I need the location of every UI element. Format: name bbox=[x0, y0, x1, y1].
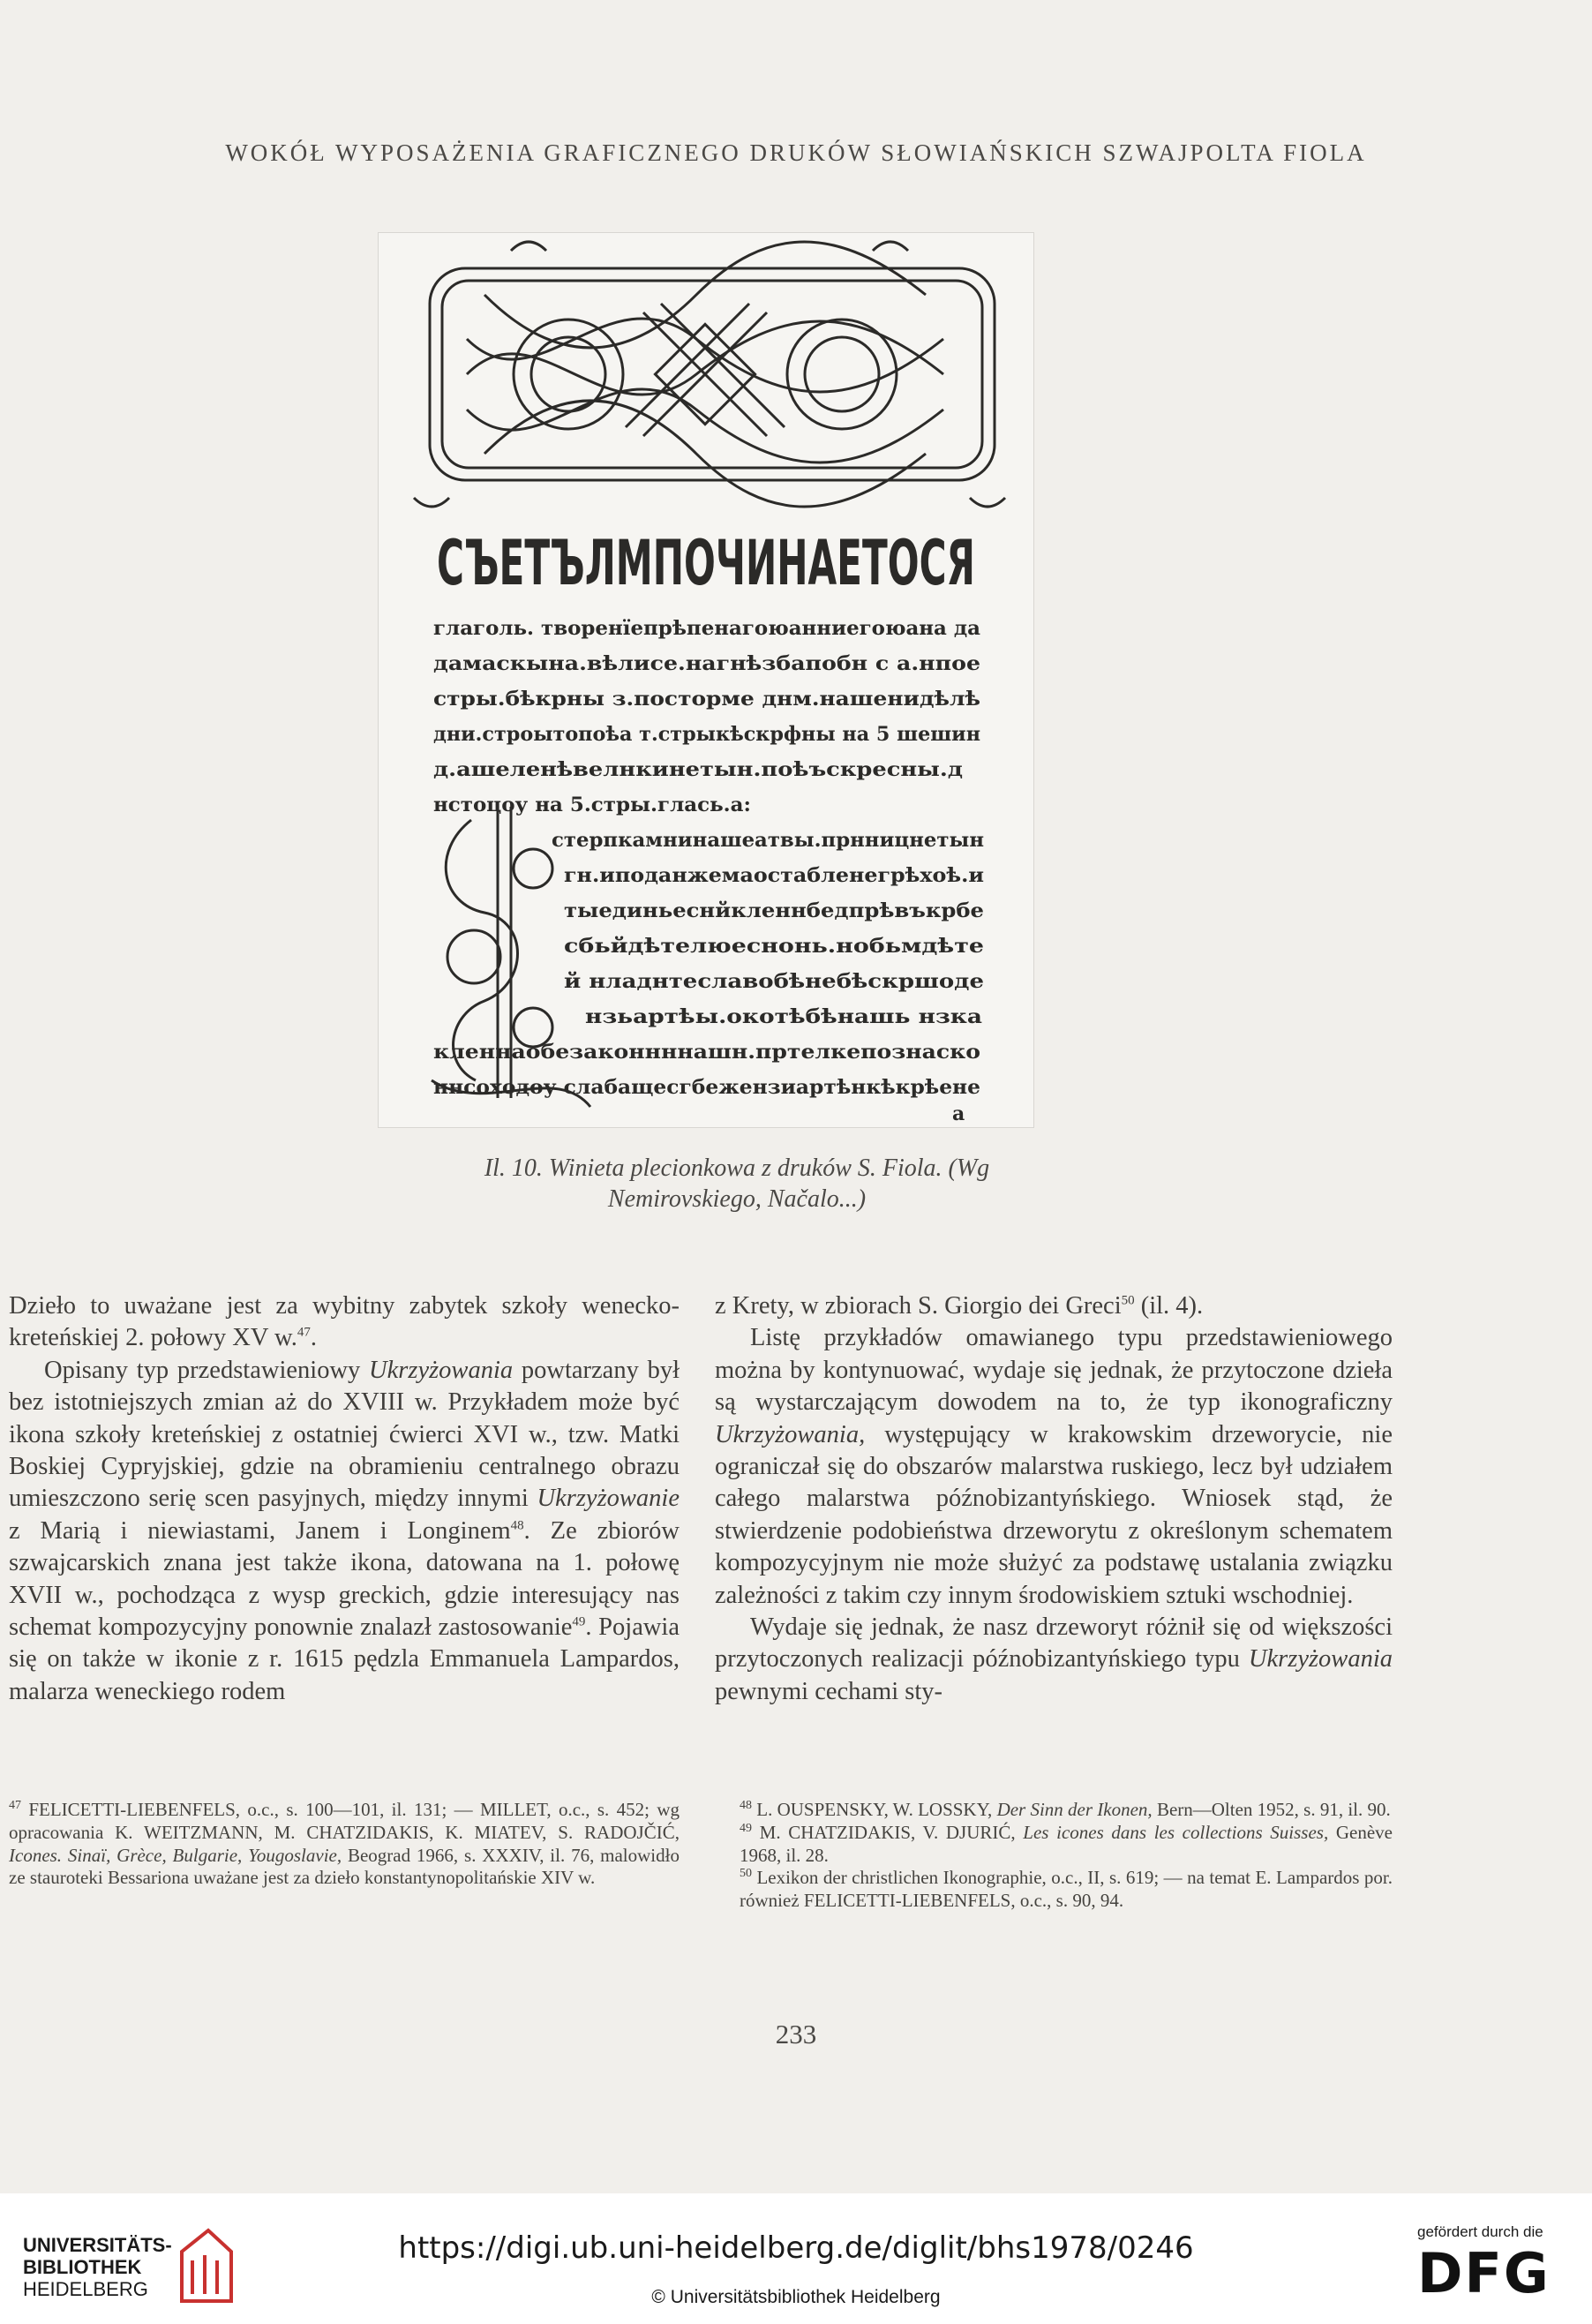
figure-caption bbox=[291, 1153, 1183, 1215]
figure-text-line: д.ашеленѣвелнкинетын.поѣъскресны.д bbox=[433, 758, 963, 781]
text-span: . Ze zbiorów szwajcarskich znana jest także ikona, datowana na 1. połowę XVII w., pochodząca z wysp greckich, gdzie interesujący nas schemat kompozycyjny ponownie znalazł zastosowanie bbox=[9, 1516, 680, 1642]
footnote-number: 50 bbox=[740, 1867, 752, 1881]
footnote-number: 47 bbox=[9, 1799, 21, 1812]
running-head: WOKÓŁ WYPOSAŻENIA GRAFICZNEGO DRUKÓW SŁOWIAŃSKICH SZWAJPOLTA FIOLA bbox=[225, 139, 1367, 166]
text-span: FELICETTI-LIEBENFELS, o.c., s. 100—101, il. 131; — MILLET, o.c., s. 452; wg opracowania K. WEITZMANN, M. CHATZIDAKIS, K. MIATEV, S. RADOJČIĆ, bbox=[9, 1799, 680, 1843]
footnote-48 bbox=[740, 1799, 1393, 1822]
italic-span: Les icones dans les collections Suisses, bbox=[1023, 1821, 1329, 1843]
footnote-number: 49 bbox=[740, 1821, 752, 1835]
text-span: Listę przykładów omawianego typu przedstawieniowego można by kontynuować, wydaje się jednak, że przytoczone dzieła są wystarczającym dowodem na to, że typ ikonograficzny bbox=[715, 1324, 1393, 1417]
text-span: występujący w krakowskim drzeworycie, nie ograniczał się do obszarów malarstwa ruskiego, lecz był udziałem całego malarstwa późnobizantyńskiego. Wniosek stąd, że stwierdzenie podobieństwa drzeworytu z określonym schematem kompozycyjnym nie może służyć za podstawę ustalania związku zależności z takim czy innym środowiskiem sztuki wschodniej. bbox=[715, 1420, 1393, 1609]
figure-text-line: сбьйдѣтелюеснонь.нобьмдѣте bbox=[564, 935, 984, 958]
figure-text-line: а bbox=[952, 1102, 965, 1125]
figure-text-line: й нладнтеславобѣнебѣскршоде bbox=[564, 970, 984, 993]
text-span: Genève 1968, il. 28. bbox=[740, 1821, 1393, 1866]
italic-span: Der Sinn der Ikonen, bbox=[996, 1799, 1153, 1820]
footnotes-left bbox=[9, 1799, 680, 1890]
figure-text-line: глаголь. творенїепрѣпенагоюанниегоюана да bbox=[433, 617, 980, 640]
paragraph bbox=[715, 1290, 1393, 1322]
text-span: . Pojawia się on także w ikonie z r. 1615 pędzla Emmanuela Lampardos, malarza weneckiego rodem bbox=[9, 1613, 680, 1705]
italic-span: Ukrzyżowania bbox=[369, 1356, 514, 1384]
paragraph bbox=[9, 1355, 680, 1708]
left-column bbox=[9, 1290, 680, 1708]
figure-text-line: гн.иподанжемаостабленегрѣхоѣ.и bbox=[564, 864, 984, 887]
text-span: L. OUSPENSKY, W. LOSSKY, bbox=[752, 1799, 997, 1820]
text-span: Bern—Olten 1952, s. 91, il. 90. bbox=[1152, 1799, 1391, 1820]
interlace-vignette-manuscript-icon bbox=[379, 233, 1033, 1127]
figure-text-line: нзьартѣы.окотѣбѣнашь нзка bbox=[585, 1005, 982, 1028]
footnote-ref[interactable]: 48 bbox=[510, 1518, 524, 1533]
text-span: (il. 4). bbox=[1134, 1292, 1204, 1320]
caption-line-1: Il. 10. Winieta plecionkowa z druków S. Fiola. (Wg bbox=[484, 1154, 990, 1182]
paragraph bbox=[715, 1612, 1393, 1708]
copyright-notice: © Universitätsbibliothek Heidelberg bbox=[651, 2287, 941, 2307]
footnote-47 bbox=[9, 1799, 680, 1890]
figure-text-line: нстоцоу на 5.стры.глась.а: bbox=[433, 793, 751, 816]
italic-span: Icones. Sinaï, Grèce, Bulgarie, Yougoslavie, bbox=[9, 1844, 342, 1866]
figure-interlace-vignette bbox=[378, 232, 1034, 1128]
footnotes-right bbox=[740, 1799, 1393, 1913]
footnote-ref[interactable]: 47 bbox=[297, 1325, 311, 1340]
page-number: 233 bbox=[775, 2019, 817, 2049]
logo-line: BIBLIOTHEK bbox=[23, 2256, 142, 2278]
text-span: Opisany typ przedstawieniowy bbox=[44, 1356, 370, 1384]
italic-span: Ukrzyżowania bbox=[1248, 1645, 1393, 1673]
footnote-49 bbox=[740, 1822, 1393, 1868]
caption-line-2: Nemirovskiego, Načalo...) bbox=[607, 1185, 867, 1213]
footnote-50 bbox=[740, 1867, 1393, 1913]
paragraph bbox=[9, 1290, 680, 1355]
text-span: Beograd 1966, s. XXXIV, il. 76, malowidło ze stauroteki Bessariona uważane jest za dzieło konstantynopolitańskie XIV w. bbox=[9, 1844, 680, 1889]
text-span: z Marią i niewiastami, Janem i Longinem bbox=[9, 1516, 511, 1545]
footer-bar bbox=[0, 2193, 1592, 2324]
funded-by-label: gefördert durch die bbox=[1417, 2223, 1543, 2240]
text-span: M. CHATZIDAKIS, V. DJURIĆ, bbox=[752, 1821, 1024, 1843]
logo-line: HEIDELBERG bbox=[23, 2278, 148, 2300]
text-span: Wydaje się jednak, że nasz drzeworyt różnił się od większości przytoczonych realizacji późnobizantyńskiego typu bbox=[715, 1613, 1393, 1673]
text-span: Dzieło to uważane jest za wybitny zabytek szkoły wenecko-kreteńskiej 2. połowy XV w. bbox=[9, 1292, 680, 1352]
text-span: pewnymi cechami sty- bbox=[715, 1677, 943, 1705]
footnote-ref[interactable]: 49 bbox=[572, 1614, 586, 1629]
right-column bbox=[715, 1290, 1393, 1708]
permalink-url[interactable]: https://digi.ub.uni-heidelberg.de/diglit/bhs1978/0246 bbox=[398, 2230, 1194, 2266]
italic-span: Ukrzyżowanie bbox=[537, 1485, 680, 1513]
text-span: . bbox=[310, 1324, 318, 1352]
logo-line: UNIVERSITÄTS- bbox=[23, 2234, 172, 2256]
text-span: powtarzany był bez istotniejszych zmian aż do XVIII w. Przykładem może być ikona szkoły kreteńskiej z ostatniej ćwierci XVI w., tzw. Matki Boskiej Cypryjskiej, gdzie na obramieniu centralnego obrazu umieszczono serię scen pasyjnych, między innymi bbox=[9, 1356, 680, 1513]
italic-span: Ukrzyżowania, bbox=[715, 1420, 866, 1448]
figure-text-line: ннсоходоу слабащесгбежензиартѣнкѣкрѣене bbox=[433, 1076, 980, 1099]
figure-text-line: кленнаобезаконнннашн.пртелкепознаско bbox=[433, 1041, 980, 1064]
dfg-logo[interactable]: DFG bbox=[1417, 2241, 1551, 2305]
figure-text-line: стерпкамнинашеатвы.прнницнетын bbox=[552, 829, 984, 852]
text-span: Lexikon der christlichen Ikonographie, o.c., II, s. 619; — na temat E. Lampardos por. również FELICETTI-LIEBENFELS, o.c., s. 90, 94. bbox=[740, 1867, 1393, 1912]
figure-text-line: дни.строытопоѣа т.стрыкѣскрфны на 5 шешин bbox=[433, 723, 980, 746]
figure-text-line: тыединьеснйкленнбедпрѣвъкрбе bbox=[564, 899, 984, 922]
footnote-ref[interactable]: 50 bbox=[1121, 1293, 1135, 1308]
figure-title-line: СЪЕТЪЛМПОЧИНАЕТОСЯ bbox=[437, 527, 975, 599]
figure-text-line: стры.бѣкрны з.посторме днм.нашенидѣлѣ bbox=[433, 688, 980, 711]
text-span: z Krety, w zbiorach S. Giorgio dei Greci bbox=[715, 1292, 1122, 1320]
paragraph bbox=[715, 1322, 1393, 1612]
footnote-number: 48 bbox=[740, 1799, 752, 1812]
figure-text-line: дамаскына.вѣлисе.нагнѣзбапобн с а.нпое bbox=[433, 652, 980, 675]
